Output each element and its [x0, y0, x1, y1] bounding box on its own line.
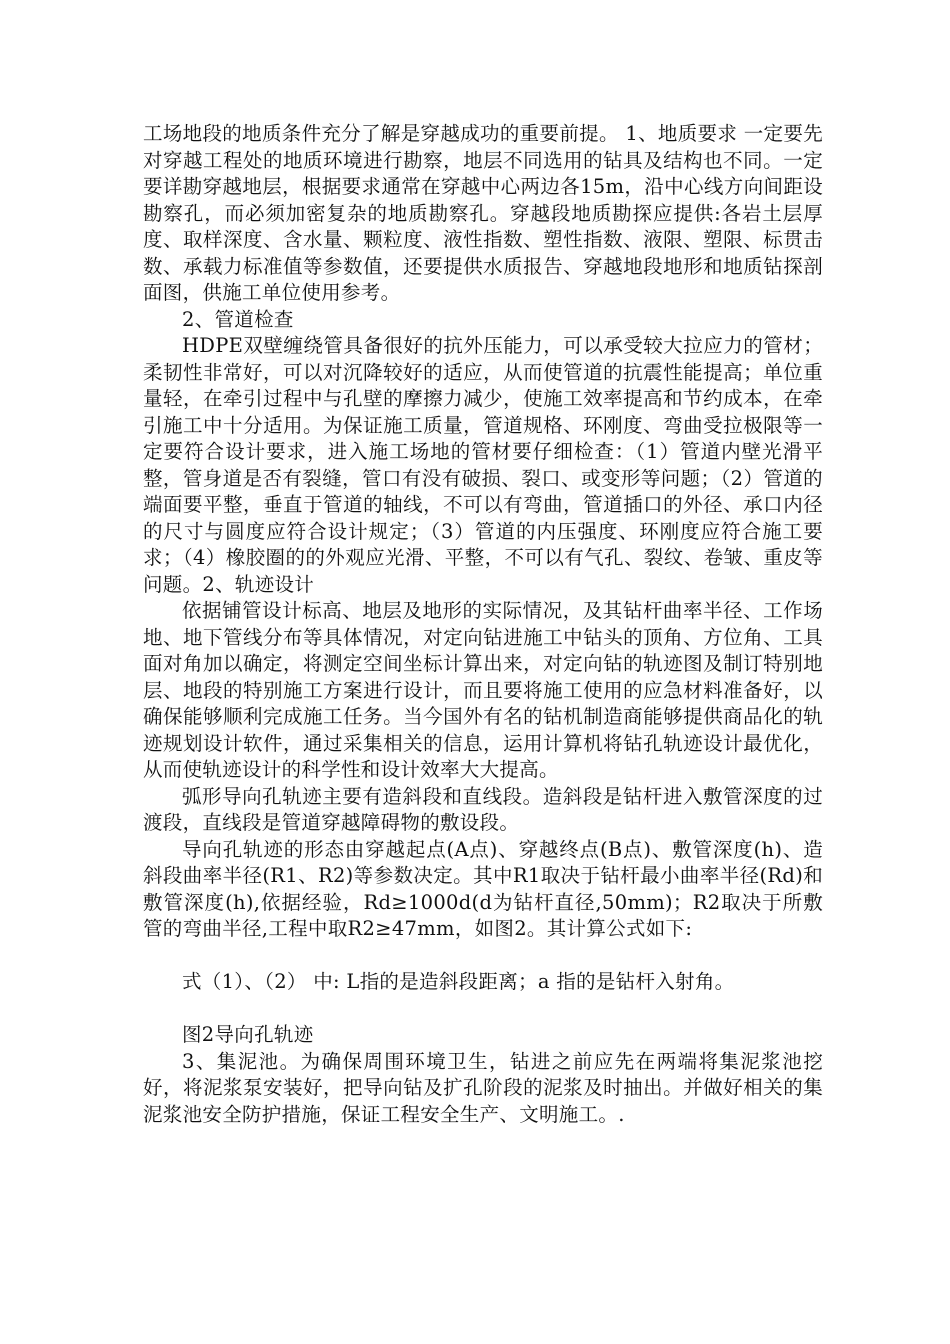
paragraph-mud-pit: 3、集泥池。为确保周围环境卫生，钻进之前应先在两端将集泥浆池挖好，将泥浆泵安装好，把导向钻及扩孔阶段的泥浆及时抽出。并做好相关的集泥浆池安全防护措施，保证工程安全生产、文明施工。.	[143, 1049, 823, 1126]
paragraph-geology-requirements: 工场地段的地质条件充分了解是穿越成功的重要前提。 1、地质要求 一定要先对穿越工程处的地质环境进行勘察，地层不同选用的钻具及结构也不同。一定要详勘穿越地层，根据要求通常在穿越中心两边各15m，沿中心线方向间距设勘察孔，而必须加密复杂的地质勘察孔。穿越段地质勘探应提供:各岩土层厚度、取样深度、含水量、颗粒度、液性指数、塑性指数、液限、塑限、标贯击数、承载力标准值等参数值，还要提供水质报告、穿越地段地形和地质钻探剖面图，供施工单位使用参考。	[143, 122, 823, 304]
figure-caption: 图2导向孔轨迹	[182, 1023, 314, 1046]
paragraph-formula-explanation: 式（1）、（2） 中: L指的是造斜段距离；a 指的是钻杆入射角。	[182, 970, 735, 993]
formula-gap	[143, 943, 823, 970]
paragraph-arc-trajectory: 弧形导向孔轨迹主要有造斜段和直线段。造斜段是钻杆进入敷管深度的过渡段，直线段是管道穿越障碍物的敷设段。	[143, 784, 823, 834]
document-page	[143, 121, 823, 1128]
heading-pipe-inspection: 2、管道检查	[182, 307, 294, 331]
paragraph-trajectory-design: 依据铺管设计标高、地层及地形的实际情况，及其钻杆曲率半径、工作场地、地下管线分布等具体情况，对定向钻进施工中钻头的顶角、方位角、工具面对角加以确定，将测定空间坐标计算出来，对定向钻的轨迹图及制订特别地层、地段的特别施工方案进行设计，而且要将施工使用的应急材料准备好，以确保能够顺利完成施工任务。当今国外有名的钻机制造商能够提供商品化的轨迹规划设计软件，通过采集相关的信息，运用计算机将钻孔轨迹设计最优化，从而使轨迹设计的科学性和设计效率大大提高。	[143, 599, 823, 781]
paragraph-trajectory-parameters: 导向孔轨迹的形态由穿越起点(A点)、穿越终点(B点)、敷管深度(h)、造斜段曲率半径(R1、R2)等参数决定。其中R1取决于钻杆最小曲率半径(Rd)和敷管深度(h),依据经验，Rd≥1000d(d为钻杆直径,50mm)；R2取决于所敷管的弯曲半径,工程中取R2≥47mm，如图2。其计算公式如下:	[143, 837, 823, 940]
figure-gap	[143, 996, 823, 1023]
paragraph-hdpe-pipe: HDPE双壁缠绕管具备很好的抗外压能力，可以承受较大拉应力的管材；柔韧性非常好，可以对沉降较好的适应，从而使管道的抗震性能提高；单位重量轻，在牵引过程中与孔壁的摩擦力减少，使施工效率提高和节约成本，在牵引施工中十分适用。为保证施工质量，管道规格、环刚度、弯曲受拉极限等一定要符合设计要求，进入施工场地的管材要仔细检查：（1）管道内壁光滑平整，管身道是否有裂缝，管口有没有破损、裂口、或变形等问题；（2）管道的端面要平整，垂直于管道的轴线，不可以有弯曲，管道插口的外径、承口内径的尺寸与圆度应符合设计规定；（3）管道的内压强度、环刚度应符合施工要求；（4）橡胶圈的的外观应光滑、平整，不可以有气孔、裂纹、卷皱、重皮等问题。2、轨迹设计	[143, 334, 823, 596]
